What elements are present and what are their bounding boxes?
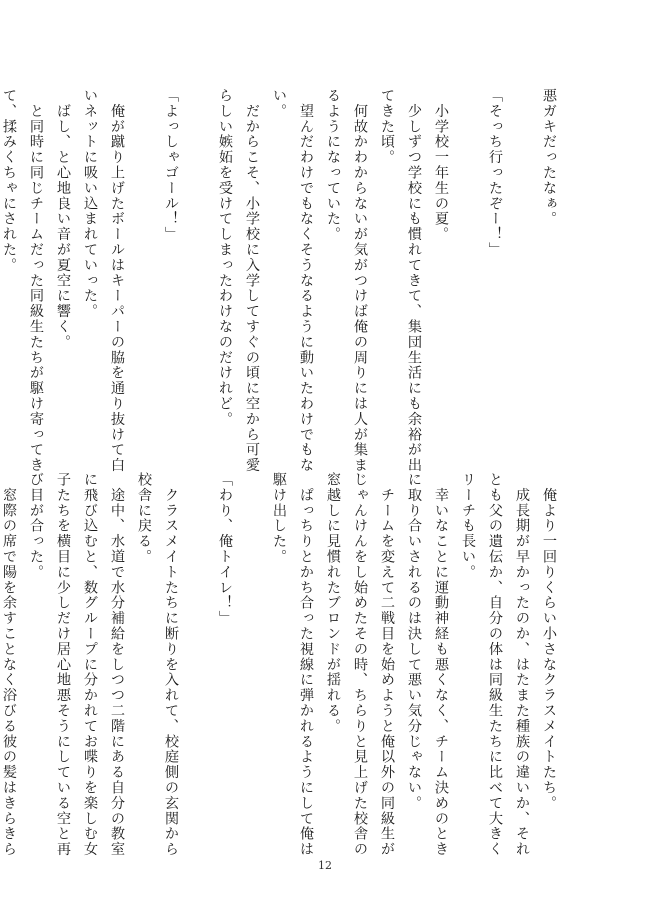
text-line: リーチも長い。 xyxy=(460,472,476,580)
page-number: 12 xyxy=(318,859,332,872)
text-line: 俺が蹴り上げたボールはキーパーの脇を通り抜けて白 xyxy=(109,88,125,473)
text-line: と同時に同じチームだった同級生たちが駆け寄ってき xyxy=(28,88,44,473)
text-line: 望んだわけでもなくそうなるように動いたわけでもな xyxy=(298,88,314,473)
text-line: 幸いなことに運動神経も悪くなく、チーム決めのとき xyxy=(433,472,449,857)
text-line: 何故かわからないが気がつけば俺の周りには人が集ま xyxy=(352,88,368,473)
text-line: て、揉みくちゃにされた。 xyxy=(1,88,17,273)
text-line: 悪ガキだったなぁ。 xyxy=(541,88,557,227)
text-line: クラスメイトたちに断りを入れて、校庭側の玄関から xyxy=(163,472,179,857)
text-line: いネットに吸い込まれていった。 xyxy=(82,88,98,319)
text-line: 途中、水道で水分補給をしつつ二階にある自分の教室 xyxy=(109,472,125,857)
text-line: 「わり、俺トイレ！」 xyxy=(217,472,233,626)
text-line xyxy=(184,472,211,832)
text-line: 成長期が早かったのか、はたまた種族の違いか、それ xyxy=(514,472,530,857)
text-line: じゃんけんをし始めたその時、ちらりと見上げた校舎の xyxy=(352,472,368,857)
text-line: とも父の遺伝か、自分の体は同級生たちに比べて大きく xyxy=(487,472,503,857)
text-line: 少しずつ学校にも慣れてきて、集団生活にも余裕が出 xyxy=(406,88,422,473)
text-line xyxy=(184,88,211,448)
text-line: 窓越しに見慣れたブロンドが揺れる。 xyxy=(325,472,341,734)
text-line: チームを変えて二戦目を始めようと俺以外の同級生が xyxy=(379,472,395,857)
text-line: 俺より一回りくらい小さなクラスメイトたち。 xyxy=(541,472,557,811)
text-line: 「よっしゃゴール！」 xyxy=(163,88,179,242)
text-line: ぱっちりとかち合った視線に弾かれるようにして俺は xyxy=(298,472,314,857)
text-line: に飛び込むと、数グループに分かれてお喋りを楽しむ女 xyxy=(82,472,98,857)
text-line xyxy=(130,88,157,448)
text-line: るようになっていた。 xyxy=(325,88,341,242)
text-line: 校舎に戻る。 xyxy=(136,472,152,565)
bottom-text-block xyxy=(0,472,562,857)
text-line: び目が合った。 xyxy=(28,472,44,580)
text-line: 窓際の席で陽を余すことなく浴びる彼の髪はきらきら xyxy=(1,472,17,857)
text-line: 小学校一年生の夏。 xyxy=(433,88,449,242)
text-line: だからこそ、小学校に入学してすぐの頃に空から可愛 xyxy=(244,88,260,473)
text-line: 「そっち行ったぞー！」 xyxy=(487,88,503,258)
text-line: 駆け出した。 xyxy=(271,472,287,565)
text-line: てきた頃。 xyxy=(379,88,395,165)
text-line: らしい嫉妬を受けてしまったわけなのだけれど。 xyxy=(217,88,233,427)
top-text-block xyxy=(0,88,562,473)
text-line xyxy=(238,472,265,832)
text-line: に取り合いされるのは決して悪い気分じゃない。 xyxy=(406,472,422,811)
text-line: ばし、と心地良い音が夏空に響く。 xyxy=(55,88,71,350)
text-line xyxy=(454,88,481,448)
text-line xyxy=(508,88,535,448)
text-line: 子たちを横目に少しだけ居心地悪そうにしている空と再 xyxy=(55,472,71,857)
text-line: い。 xyxy=(271,88,287,119)
